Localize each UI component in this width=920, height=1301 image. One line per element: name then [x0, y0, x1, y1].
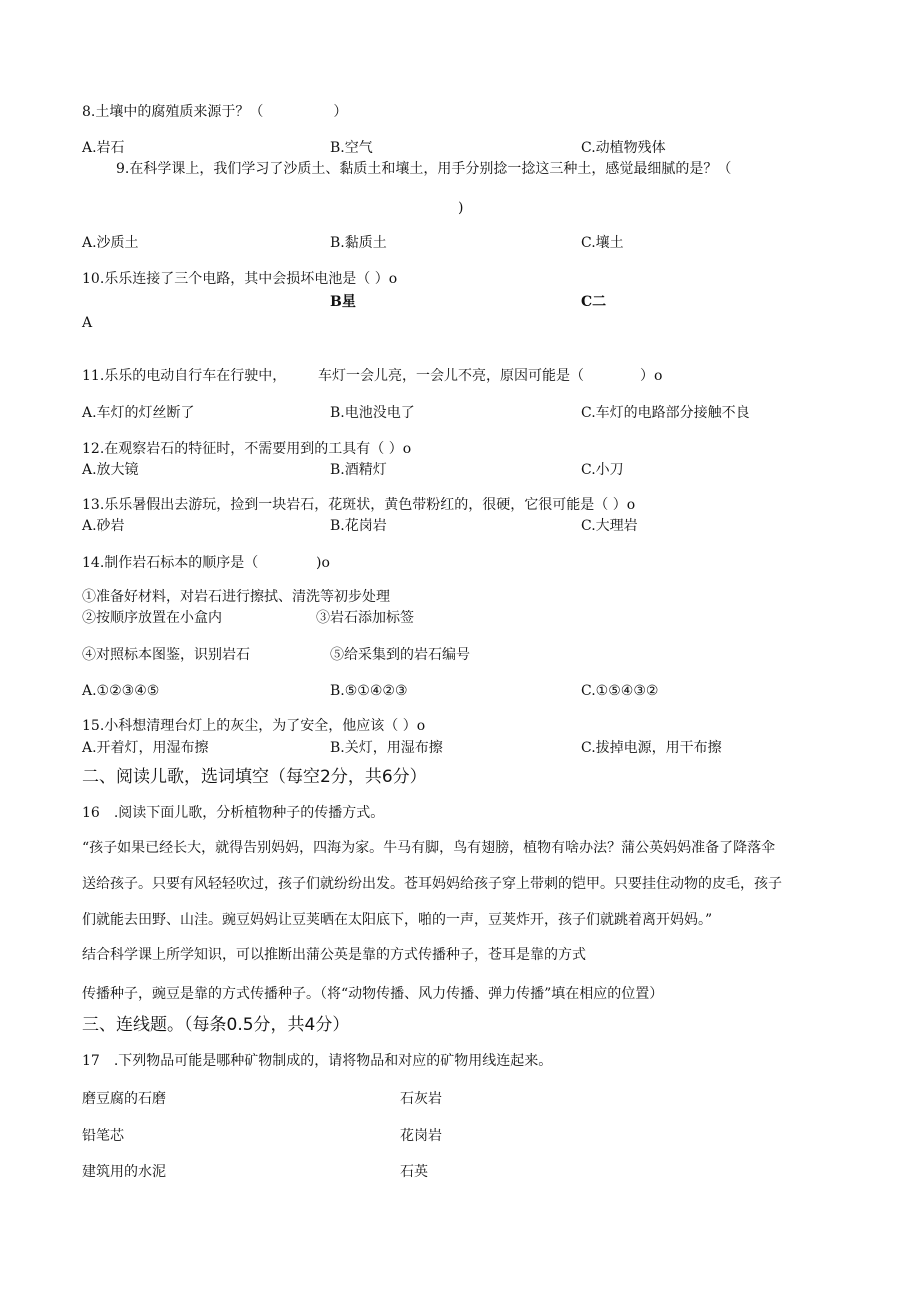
- question-16-answer-line-1: 结合科学课上所学知识，可以推断出蒲公英是靠的方式传播种子，苍耳是靠的方式: [82, 947, 586, 963]
- question-9-option-c: C.壤土: [581, 235, 624, 251]
- question-8-stem: 8.土壤中的腐殖质来源于？（ ）: [82, 104, 348, 120]
- question-13-option-a: A.砂岩: [82, 518, 125, 534]
- question-14-option-b: B.⑤①④②③: [330, 683, 408, 699]
- question-15-option-c: C.拔掉电源，用干布擦: [581, 740, 722, 756]
- question-13-stem: 13.乐乐暑假出去游玩，捡到一块岩石，花斑状，黄色带粉红的，很硬，它很可能是（ ）o: [82, 497, 636, 513]
- question-11-option-c: C.车灯的电路部分接触不良: [581, 405, 750, 421]
- match-item: 磨豆腐的石磨: [82, 1091, 166, 1107]
- question-9-stem-end: ): [458, 200, 464, 216]
- question-8-option-a: A.岩石: [82, 140, 125, 156]
- question-10-option-a: A: [82, 315, 93, 331]
- section-2-heading: 二、阅读儿歌，选词填空（每空2分，共6分）: [82, 767, 427, 787]
- section-3-heading: 三、连线题。（每条0.5分，共4分）: [82, 1015, 350, 1035]
- question-14-step-1: ①准备好材料，对岩石进行擦拭、清洗等初步处理: [82, 589, 390, 605]
- question-10-option-b: B星: [330, 294, 356, 310]
- question-9-option-b: B.黏质土: [330, 235, 387, 251]
- question-16-poem-line-1: “孩子如果已经长大，就得告别妈妈，四海为家。牛马有脚，鸟有翅膀，植物有啥办法？蒲公英妈妈准备了降落伞: [82, 840, 776, 856]
- question-8-option-b: B.空气: [330, 140, 373, 156]
- question-11-option-a: A.车灯的灯丝断了: [82, 405, 195, 421]
- match-item: 铅笔芯: [82, 1128, 124, 1144]
- question-15-stem: 15.小科想清理台灯上的灰尘，为了安全，他应该（ ）o: [82, 718, 426, 734]
- question-14-option-c: C.①⑤④③②: [581, 683, 659, 699]
- match-mineral: 花岗岩: [400, 1128, 442, 1144]
- question-14-stem-left: 14.制作岩石标本的顺序是（: [82, 555, 259, 571]
- question-12-stem: 12.在观察岩石的特征时，不需要用到的工具有（ ）o: [82, 441, 412, 457]
- question-11-stem-right: 车灯一会儿亮，一会儿不亮，原因可能是（ ）o: [318, 368, 663, 384]
- question-14-step-2: ②按顺序放置在小盒内: [82, 610, 222, 626]
- question-12-option-b: B.酒精灯: [330, 462, 387, 478]
- question-14-step-4: ④对照标本图鉴，识别岩石: [82, 647, 250, 663]
- question-16-answer-line-2: 传播种子，豌豆是靠的方式传播种子。（将“动物传播、风力传播、弹力传播”填在相应的位置）: [82, 986, 664, 1002]
- question-9-option-a: A.沙质土: [82, 235, 139, 251]
- question-9-stem: 9.在科学课上，我们学习了沙质土、黏质土和壤土，用手分别捻一捻这三种土，感觉最细腻的是？（: [116, 161, 732, 177]
- question-14-step-5: ⑤给采集到的岩石编号: [330, 647, 470, 663]
- question-15-option-b: B.关灯，用湿布擦: [330, 740, 443, 756]
- question-14-option-a: A.①②③④⑤: [82, 683, 160, 699]
- question-10-stem: 10.乐乐连接了三个电路，其中会损坏电池是（ ）o: [82, 271, 398, 287]
- match-item: 建筑用的水泥: [82, 1164, 166, 1180]
- question-16-stem: 16 .阅读下面儿歌，分析植物种子的传播方式。: [82, 805, 385, 821]
- question-12-option-a: A.放大镜: [82, 462, 139, 478]
- question-13-option-b: B.花岗岩: [330, 518, 387, 534]
- question-13-option-c: C.大理岩: [581, 518, 638, 534]
- question-16-poem-line-2: 送给孩子。只要有风轻轻吹过，孩子们就纷纷出发。苍耳妈妈给孩子穿上带刺的铠甲。只要挂住动物的皮毛，孩子: [82, 876, 782, 892]
- question-11-stem-left: 11.乐乐的电动自行车在行驶中，: [82, 368, 287, 384]
- question-11-option-b: B.电池没电了: [330, 405, 415, 421]
- question-15-option-a: A.开着灯，用湿布擦: [82, 740, 209, 756]
- question-14-step-3: ③岩石添加标签: [316, 610, 414, 626]
- question-12-option-c: C.小刀: [581, 462, 624, 478]
- question-17-stem: 17 .下列物品可能是哪种矿物制成的，请将物品和对应的矿物用线连起来。: [82, 1053, 553, 1069]
- question-16-poem-line-3: 们就能去田野、山洼。豌豆妈妈让豆荚晒在太阳底下，啪的一声，豆荚炸开，孩子们就跳着离开妈妈。”: [82, 912, 713, 928]
- question-10-option-c: C二: [581, 294, 607, 310]
- question-8-option-c: C.动植物残体: [581, 140, 666, 156]
- question-14-stem-right: )o: [316, 555, 330, 571]
- match-mineral: 石灰岩: [400, 1091, 442, 1107]
- match-mineral: 石英: [400, 1164, 428, 1180]
